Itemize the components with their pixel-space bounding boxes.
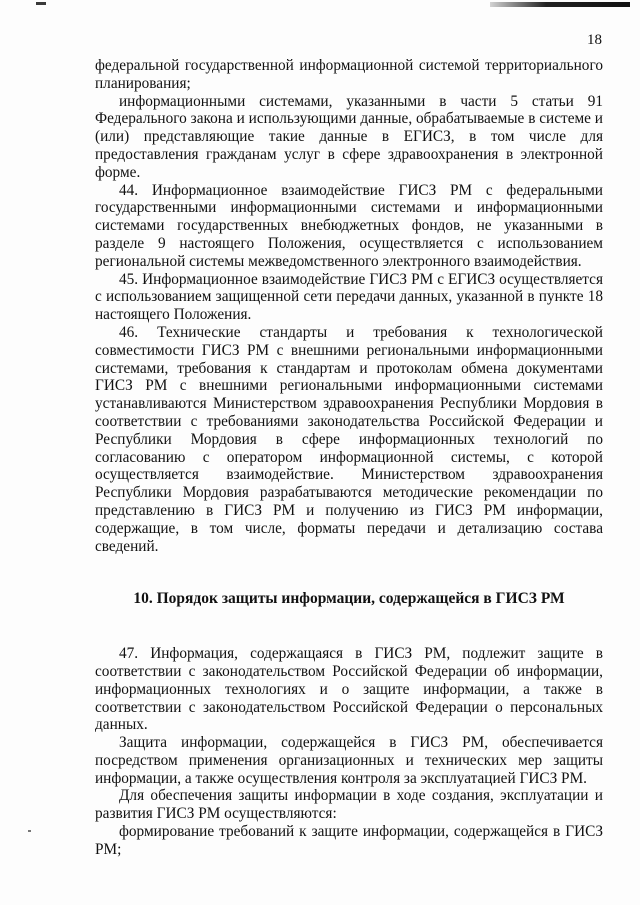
- paragraph: Для обеспечения защиты информации в ходе создания, эксплуатации и развития ГИСЗ РМ осуществляются:: [95, 787, 603, 823]
- paragraph: федеральной государственной информационной системой территориального планирования;: [95, 57, 603, 92]
- scan-artifact: [490, 2, 630, 7]
- paragraph: 47. Информация, содержащаяся в ГИСЗ РМ, подлежит защите в соответствии с законодательством Российской Федерации об информации, информационных технологиях и о защите информации, а также в соответствии с законодательством Российской Федерации о персональных данных.: [95, 645, 603, 734]
- paragraph: формирование требований к защите информации, содержащейся в ГИСЗ РМ;: [95, 823, 603, 858]
- paragraph: 44. Информационное взаимодействие ГИСЗ РМ с федеральными государственными информационными системами и информационными системами государственных внебюджетных фондов, не указанными в разделе 9 настоящего Положения, осуществляется с использованием региональной системы межведомственного электронного взаимодействия.: [95, 181, 603, 270]
- page-number: 18: [587, 32, 602, 48]
- section-heading: 10. Порядок защиты информации, содержащейся в ГИСЗ РМ: [133, 590, 565, 608]
- scan-artifact: [36, 2, 46, 5]
- document-body: [95, 57, 603, 859]
- paragraph: 45. Информационное взаимодействие ГИСЗ РМ с ЕГИСЗ осуществляется с использованием защищенной сети передачи данных, указанной в пункте 18 настоящего Положения.: [95, 270, 603, 324]
- paragraph: информационными системами, указанными в части 5 статьи 91 Федерального закона и использующими данные, обрабатываемые в системе и (или) представляющие такие данные в ЕГИСЗ, в том числе для предоставления гражданам услуг в сфере здравоохранения в электронной форме.: [95, 92, 603, 181]
- scan-artifact: [28, 830, 31, 832]
- paragraph: 46. Технические стандарты и требования к технологической совместимости ГИСЗ РМ с внешними региональными информационными системами, требования к стандартам и протоколам обмена документами ГИСЗ РМ с внешними региональными информационными системами устанавливаются Министерством здравоохранения Республики Мордовия в соответствии с требованиями законодательства Российской Федерации и Республики Мордовия в сфере информационных технологий по согласованию с оператором информационной системы, с которой осуществляется взаимодействие. Министерством здравоохранения Республики Мордовия разрабатываются методические рекомендации по представлению в ГИСЗ РМ и получению из ГИСЗ РМ информации, содержащие, в том числе, форматы передачи и детализацию состава сведений.: [95, 323, 603, 555]
- paragraph: Защита информации, содержащейся в ГИСЗ РМ, обеспечивается посредством применения организационных и технических мер защиты информации, а также осуществления контроля за эксплуатацией ГИСЗ РМ.: [95, 734, 603, 787]
